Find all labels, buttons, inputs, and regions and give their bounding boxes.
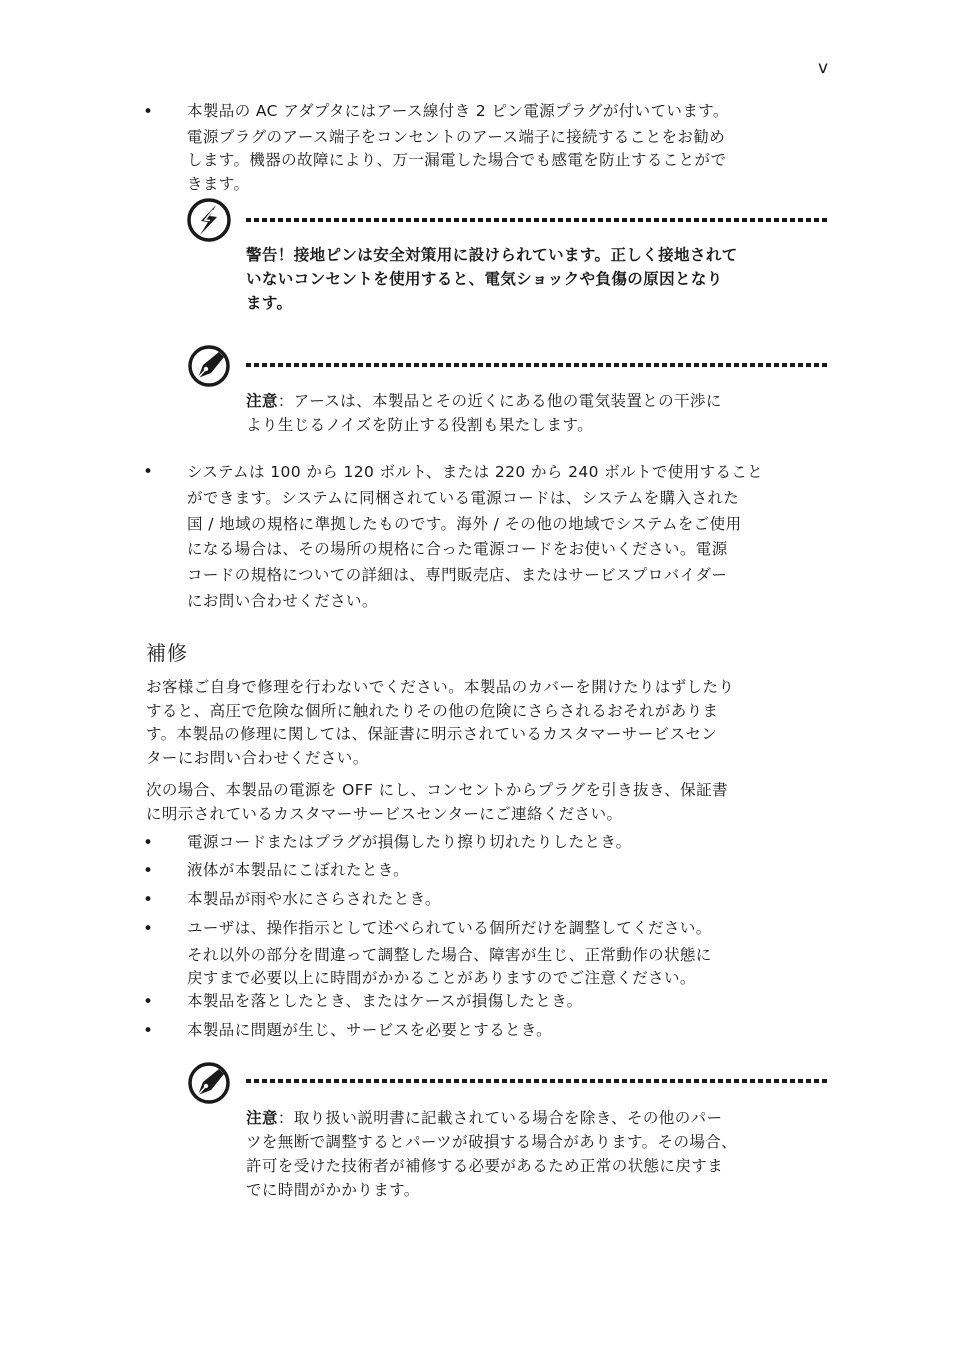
text-line: 国 / 地域の規格に準拠したものです。海外 / その他の地域でシステムをご使用 (187, 514, 742, 533)
text-line: に明示されているカスタマーサービスセンターにご連絡ください。 (146, 804, 623, 823)
note-line: ：取り扱い説明書に記載されている場合を除き、その他のパー (277, 1109, 723, 1127)
bullet-text: 電源コードまたはプラグが損傷したり擦り切れたりしたとき。 (187, 833, 632, 851)
lightning-warning-icon (186, 197, 232, 243)
text-line: ツを無断で調整するとパーツが破損する場合があります。その場合、 (246, 1133, 738, 1151)
text-line: コードの規格についての詳細は、専門販売店、またはサービスプロバイダー (187, 566, 728, 585)
text-line: 電源プラグのアース端子をコンセントのアース端子に接続することをお勧め (187, 127, 726, 146)
text-line: いないコンセントを使用すると、電気ショックや負傷の原因となり (246, 270, 723, 288)
bullet-marker: • (143, 462, 154, 482)
dotted-divider (246, 1079, 830, 1083)
text-line: ができます。システムに同梱されている電源コードは、システムを購入された (187, 488, 740, 507)
text-line: すると、高圧で危険な個所に触れたりその他の危険にさらされるおそれがありま (146, 701, 719, 720)
paragraph (146, 779, 836, 826)
pen-note-icon (186, 343, 232, 389)
text-line: ます。 (246, 294, 293, 312)
text-line: ターにお問い合わせください。 (146, 748, 369, 767)
text-line (246, 389, 816, 413)
text-line: 次の場合、本製品の電源を OFF にし、コンセントからプラグを引き抜き、保証書 (146, 781, 728, 799)
text-line: ユーザは、操作指示として述べられている個所だけを調整してください。 (187, 919, 712, 937)
page-number: v (818, 58, 829, 78)
text-line: きます。 (187, 174, 250, 193)
paragraph (146, 676, 836, 770)
bullet-marker: • (143, 833, 154, 853)
bullet-text: 液体が本製品にこぼれたとき。 (187, 861, 409, 879)
text-line: 許可を受けた技術者が補修する必要があるため正常の状態に戻すま (246, 1157, 724, 1175)
text-line: にお問い合わせください。 (187, 591, 378, 610)
note-text (246, 389, 816, 437)
bullet-marker: • (143, 890, 154, 910)
bullet-marker: • (143, 102, 154, 122)
note-text (246, 1106, 816, 1202)
text-line: します。機器の故障により、万一漏電した場合でも感電を防止することがで (187, 151, 727, 169)
bullet-marker: • (143, 992, 154, 1012)
text-line (246, 1106, 816, 1130)
text-line: 警告！接地ピンは安全対策用に設けられています。正しく接地されて (246, 246, 738, 264)
dotted-divider (246, 363, 830, 367)
text-line: お客様ご自身で修理を行わないでください。本製品のカバーを開けたりはずしたり (146, 678, 735, 696)
text-line: 本製品の AC アダプタにはアース線付き 2 ピン電源プラグが付いています。 (187, 102, 729, 120)
text-line: より生じるノイズを防止する役割も果たします。 (246, 416, 594, 434)
bullet-marker: • (143, 861, 154, 881)
note-label: 注意 (246, 1109, 278, 1127)
bullet-text: 本製品に問題が生じ、サービスを必要とするとき。 (187, 1021, 553, 1039)
note-line: ：アースは、本製品とその近くにある他の電気装置との干渉に (277, 392, 722, 410)
text-line: でに時間がかかります。 (246, 1181, 420, 1199)
text-line: システムは 100 から 120 ボルト、または 220 から 240 ボルトで使用すること (187, 463, 764, 481)
bullet-marker: • (143, 1021, 154, 1041)
bullet-marker: • (143, 919, 154, 939)
text-line: す。本製品の修理に関しては、保証書に明示されているカスタマーサービスセン (146, 725, 718, 743)
bullet-text: 本製品が雨や水にさらされたとき。 (187, 890, 441, 908)
bullet-text (187, 917, 837, 991)
section-heading: 補修 (146, 641, 188, 665)
dotted-divider (246, 218, 830, 222)
text-line: 戻すまで必要以上に時間がかかることがありますのでご注意ください。 (187, 969, 696, 987)
bullet-text (187, 100, 837, 196)
text-line: それ以外の部分を間違って調整した場合、障害が生じ、正常動作の状態に (187, 945, 712, 964)
text-line: になる場合は、その場所の規格に合った電源コードをお使いください。電源 (187, 540, 728, 559)
warning-text (246, 243, 816, 315)
note-label: 注意 (246, 392, 278, 410)
bullet-text: 本製品を落としたとき、またはケースが損傷したとき。 (187, 992, 583, 1010)
bullet-text (187, 460, 837, 615)
pen-note-icon (186, 1060, 232, 1106)
